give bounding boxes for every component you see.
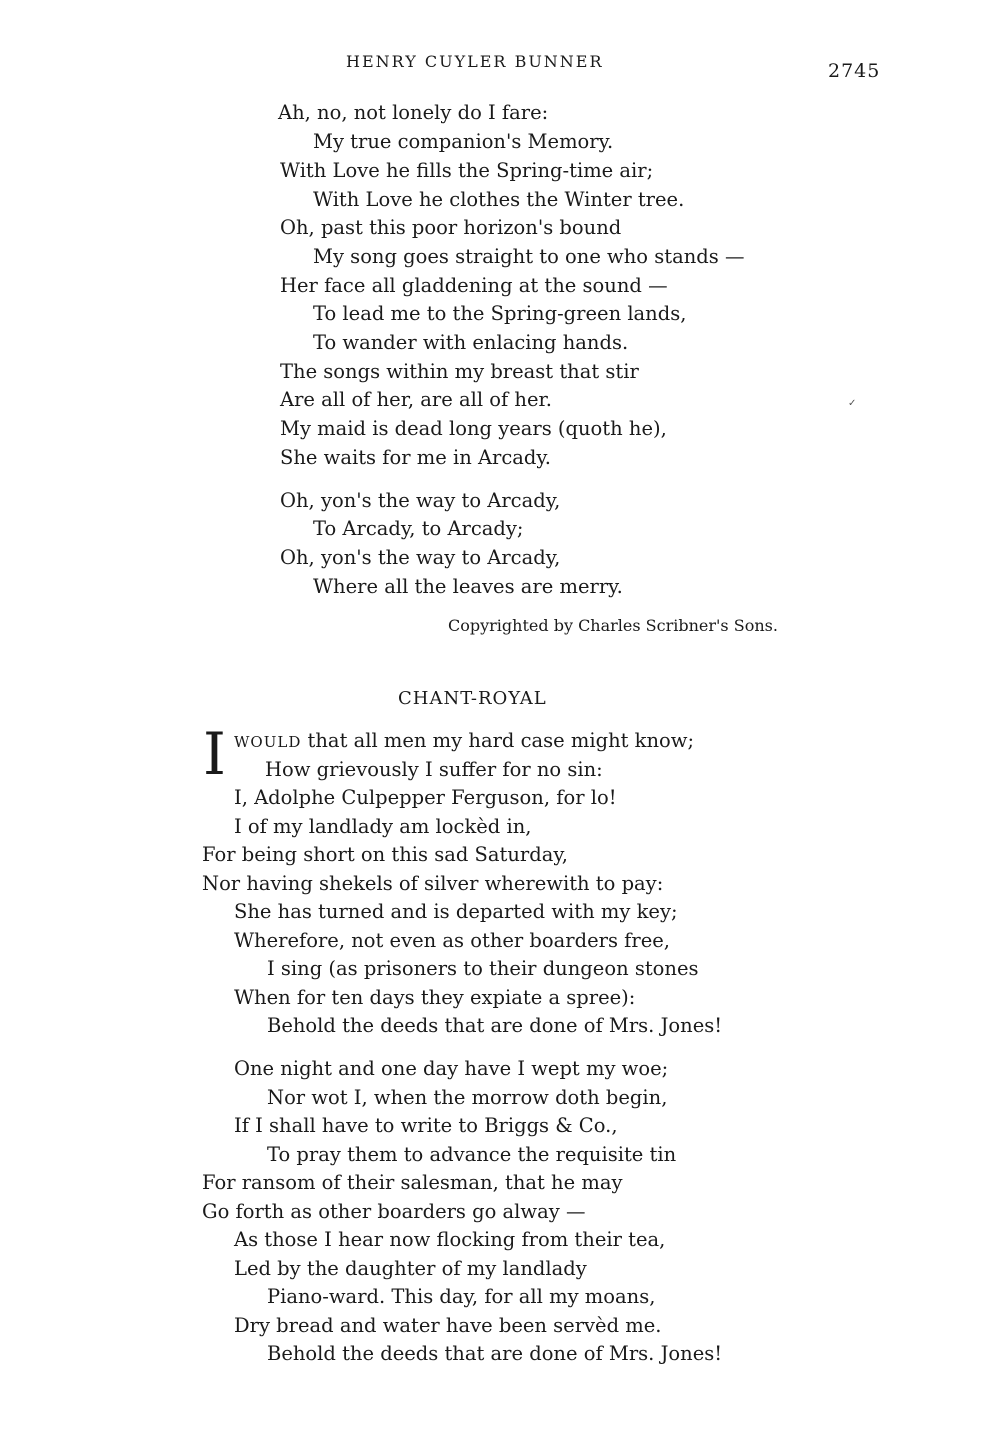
verse-line: She has turned and is departed with my key;	[234, 900, 678, 923]
verse-line: Ah, no, not lonely do I fare:	[278, 101, 549, 124]
refrain-line: Behold the deeds that are done of Mrs. Jones!	[267, 1342, 723, 1365]
verse-line: I, Adolphe Culpepper Ferguson, for lo!	[234, 786, 617, 809]
poem-title: CHANT-ROYAL	[398, 688, 547, 709]
verse-line	[234, 729, 694, 754]
verse-line: Are all of her, are all of her.	[280, 388, 552, 411]
verse-line: I of my landlady am lockèd in,	[234, 815, 532, 838]
page-header	[0, 52, 1000, 82]
refrain-line: To Arcady, to Arcady;	[313, 517, 524, 540]
refrain-line: Oh, yon's the way to Arcady,	[280, 489, 561, 512]
running-head: HENRY CUYLER BUNNER	[346, 52, 604, 71]
refrain-line: Where all the leaves are merry.	[313, 575, 623, 598]
verse-line: Wherefore, not even as other boarders free,	[234, 929, 670, 952]
verse-line: I sing (as prisoners to their dungeon stones	[267, 957, 699, 980]
verse-line: Go forth as other boarders go alway —	[202, 1200, 586, 1223]
first-line-text: that all men my hard case might know;	[301, 729, 695, 752]
refrain-line: Behold the deeds that are done of Mrs. Jones!	[267, 1014, 723, 1037]
copyright-notice: Copyrighted by Charles Scribner's Sons.	[448, 616, 778, 635]
verse-line: With Love he clothes the Winter tree.	[313, 188, 685, 211]
verse-line: Dry bread and water have been servèd me.	[234, 1314, 662, 1337]
drop-cap: I	[203, 720, 226, 788]
first-word-smallcaps: WOULD	[234, 733, 302, 751]
verse-line: For ransom of their salesman, that he may	[202, 1171, 623, 1194]
verse-line: Piano-ward. This day, for all my moans,	[267, 1285, 656, 1308]
verse-line: My maid is dead long years (quoth he),	[280, 417, 667, 440]
verse-line: If I shall have to write to Briggs & Co.,	[234, 1114, 618, 1137]
verse-line: Her face all gladdening at the sound —	[280, 274, 668, 297]
verse-line: To wander with enlacing hands.	[313, 331, 629, 354]
margin-mark: ✓	[848, 398, 857, 409]
verse-line: My true companion's Memory.	[313, 130, 614, 153]
verse-line: My song goes straight to one who stands —	[313, 245, 745, 268]
verse-line: Led by the daughter of my landlady	[234, 1257, 587, 1280]
verse-line: Nor having shekels of silver wherewith to pay:	[202, 872, 664, 895]
verse-line: Oh, past this poor horizon's bound	[280, 216, 622, 239]
refrain-line: Oh, yon's the way to Arcady,	[280, 546, 561, 569]
verse-line: To pray them to advance the requisite tin	[267, 1143, 677, 1166]
verse-line: To lead me to the Spring-green lands,	[313, 302, 687, 325]
page-number: 2745	[828, 60, 881, 82]
verse-line: With Love he fills the Spring-time air;	[280, 159, 654, 182]
verse-line: The songs within my breast that stir	[280, 360, 639, 383]
verse-line: She waits for me in Arcady.	[280, 446, 552, 469]
verse-line: How grievously I suffer for no sin:	[265, 758, 603, 781]
verse-line: Nor wot I, when the morrow doth begin,	[267, 1086, 668, 1109]
verse-line: One night and one day have I wept my woe;	[234, 1057, 669, 1080]
verse-line: As those I hear now flocking from their tea,	[234, 1228, 666, 1251]
verse-line: When for ten days they expiate a spree):	[234, 986, 636, 1009]
verse-line: For being short on this sad Saturday,	[202, 843, 568, 866]
